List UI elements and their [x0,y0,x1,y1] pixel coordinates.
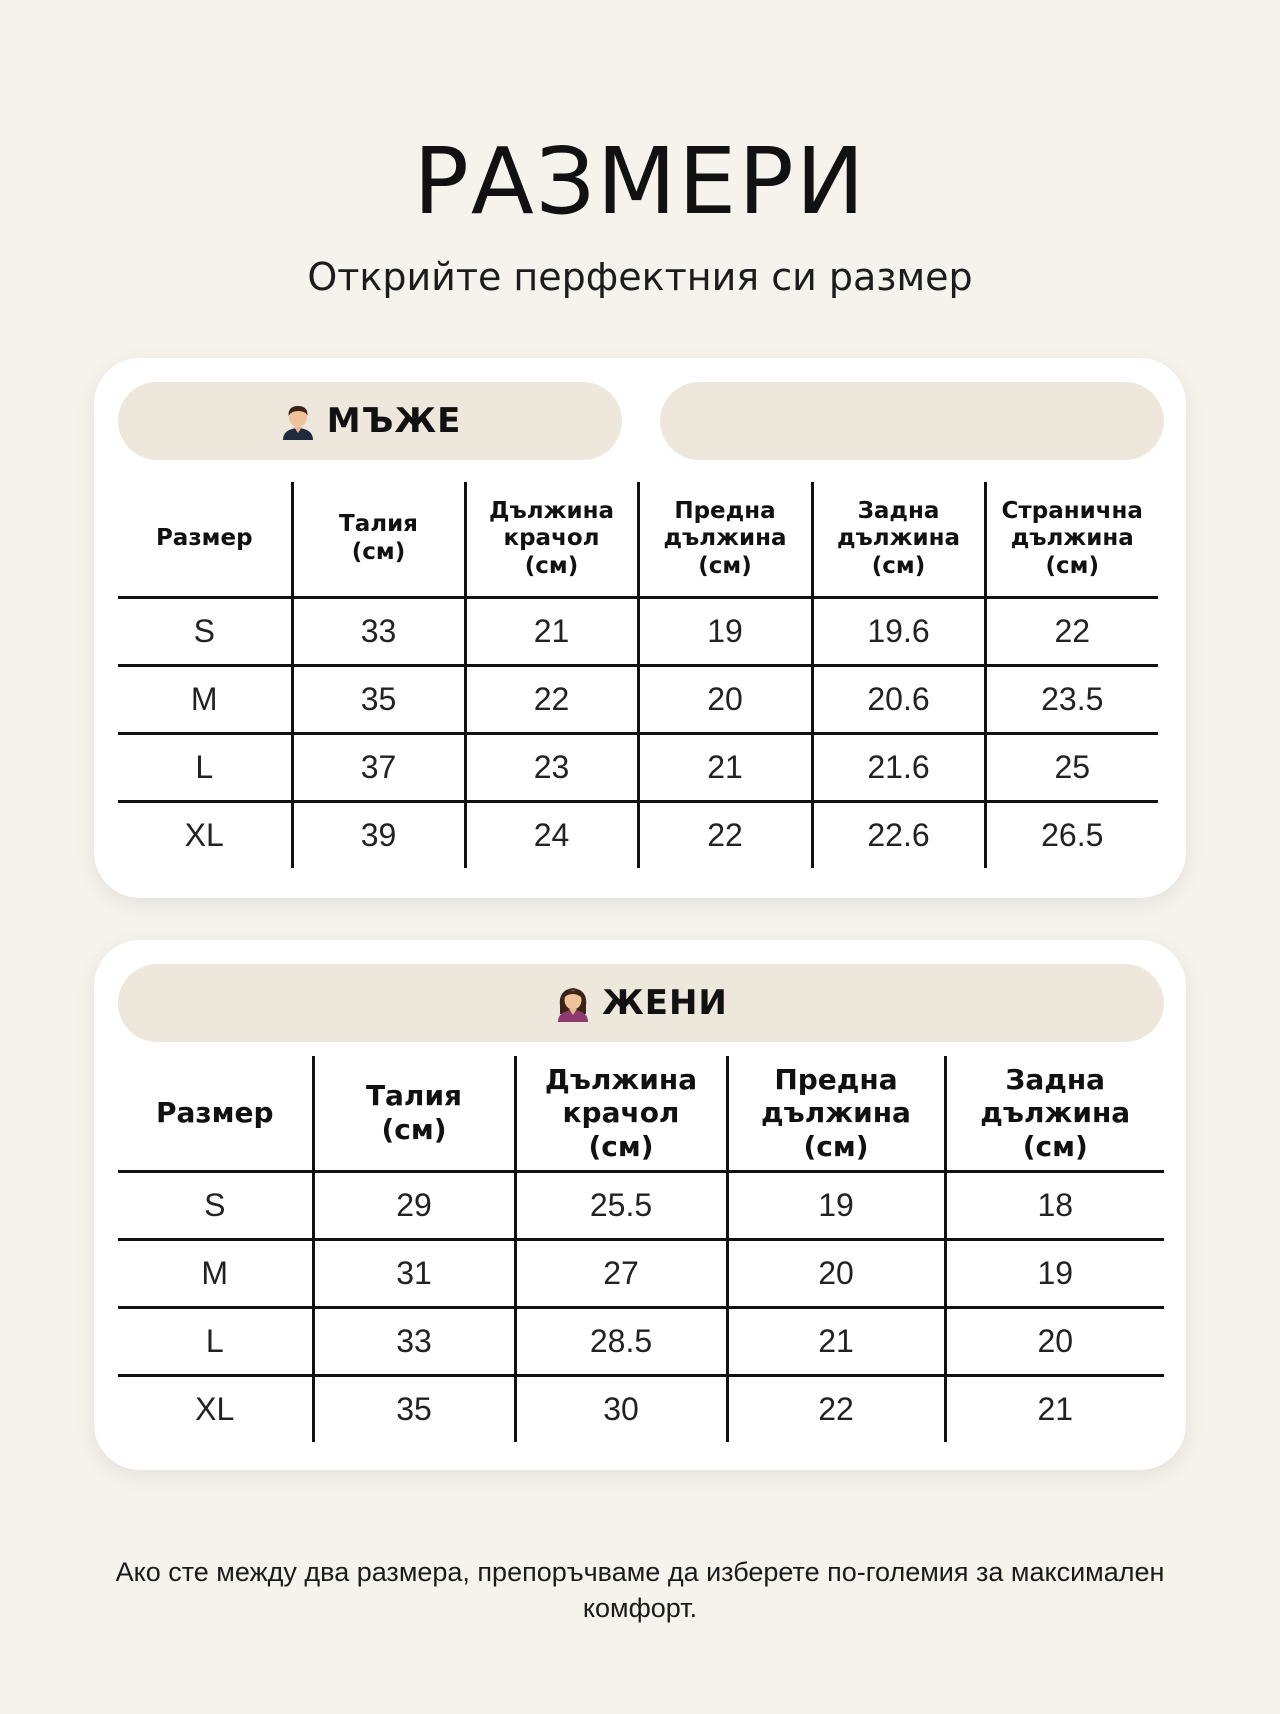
column-header [292,482,465,598]
column-header-line: Талия [365,1079,463,1113]
column-header-line: Задна [857,497,940,524]
size-cell: L [118,1308,313,1376]
table-row [118,1376,1164,1443]
column-header-line: (см) [381,1113,447,1146]
measurement-cell: 22 [727,1376,945,1443]
column-header-line: крачол [562,1096,680,1130]
column-header-line: Талия [339,511,418,538]
measurement-cell: 19 [727,1172,945,1240]
measurement-cell: 24 [465,802,638,869]
page-title: РАЗМЕРИ [413,128,867,235]
size-cell: XL [184,817,224,853]
women-section-header [118,964,1164,1042]
measurement-cell: 39 [292,802,465,869]
measurement-cell: 21.6 [812,734,985,802]
measurement-cell: 37 [292,734,465,802]
measurement-cell: 23 [465,734,638,802]
measurement-cell: 21 [945,1376,1164,1443]
table-row [118,1308,1164,1376]
size-cell: M [118,666,292,734]
measurement-cell: 22 [638,802,812,869]
men-section-header [118,382,622,460]
measurement-cell: 26.5 [985,802,1158,869]
column-header [118,482,292,598]
measurement-cell: 33 [292,598,465,666]
measurement-cell: 35 [313,1376,515,1443]
column-header [727,1056,945,1172]
measurement-cell: 22.6 [812,802,985,869]
page-subtitle: Открийте перфектния си размер [307,255,973,299]
size-cell: S [118,1172,313,1240]
measurement-cell: 19 [945,1240,1164,1308]
column-header-line: Дължина [488,497,615,524]
column-header-line: дължина [1010,525,1134,552]
table-row [118,1172,1164,1240]
women-size-card [94,940,1186,1470]
column-header-line: Размер [155,525,253,552]
women-size-table [118,1056,1164,1442]
measurement-cell: 31 [313,1240,515,1308]
measurement-cell: 27 [515,1240,727,1308]
table-row [118,598,1158,666]
woman-emoji-icon [554,984,592,1022]
column-header [638,482,812,598]
table-row [118,1240,1164,1308]
measurement-cell: 20 [945,1308,1164,1376]
measurement-cell: 23.5 [985,666,1158,734]
measurement-cell: 22 [985,598,1158,666]
measurement-cell: 21 [638,734,812,802]
size-cell: S [118,598,292,666]
measurement-cell: 25.5 [515,1172,727,1240]
empty-section-pill [660,382,1164,460]
table-row [118,666,1158,734]
men-size-card [94,358,1186,898]
column-header-line: (см) [1022,1129,1088,1163]
man-emoji-icon [279,402,317,440]
column-header-line: дължина [980,1096,1131,1130]
men-section-label: МЪЖЕ [326,401,462,441]
column-header [313,1056,515,1172]
column-header-line: (см) [1045,552,1099,579]
men-size-table [118,482,1158,868]
measurement-cell: 35 [292,666,465,734]
column-header-line: (см) [698,552,752,579]
size-advice-note: Ако сте между два размера, препоръчваме да изберете по-големия за максимален комфорт. [115,1557,1165,1623]
column-header-line: (см) [588,1129,654,1163]
measurement-cell: 20.6 [812,666,985,734]
column-header-line: Дължина [544,1062,698,1096]
women-section-label: ЖЕНИ [602,983,728,1023]
measurement-cell: 22 [465,666,638,734]
table-header-row [118,482,1158,598]
measurement-cell: 20 [638,666,812,734]
column-header-line: (см) [803,1129,869,1163]
column-header [118,1056,313,1172]
column-header [985,482,1158,598]
column-header [812,482,985,598]
measurement-cell: 33 [313,1308,515,1376]
size-cell: XL [195,1391,235,1427]
measurement-cell: 21 [727,1308,945,1376]
column-header-line: Размер [155,1096,274,1130]
column-header-line: дължина [761,1096,911,1130]
column-header [515,1056,727,1172]
column-header-line: дължина [836,525,961,552]
column-header [945,1056,1164,1172]
column-header-line: Странична [1001,497,1143,524]
column-header-line: (см) [871,552,926,579]
column-header [465,482,638,598]
size-cell: L [118,734,292,802]
measurement-cell: 29 [313,1172,515,1240]
measurement-cell: 30 [515,1376,727,1443]
measurement-cell: 25 [985,734,1158,802]
measurement-cell: 19.6 [812,598,985,666]
measurement-cell: 18 [945,1172,1164,1240]
table-row [118,802,1158,869]
column-header-line: дължина [663,525,787,552]
measurement-cell: 19 [638,598,812,666]
measurement-cell: 20 [727,1240,945,1308]
table-header-row [118,1056,1164,1172]
column-header-line: Задна [1005,1062,1106,1096]
size-cell: M [118,1240,313,1308]
column-header-line: Предна [774,1062,898,1096]
column-header-line: (см) [524,552,579,579]
measurement-cell: 28.5 [515,1308,727,1376]
table-row [118,734,1158,802]
measurement-cell: 21 [465,598,638,666]
column-header-line: крачол [503,525,600,552]
column-header-line: (см) [351,539,406,565]
column-header-line: Предна [674,497,776,524]
